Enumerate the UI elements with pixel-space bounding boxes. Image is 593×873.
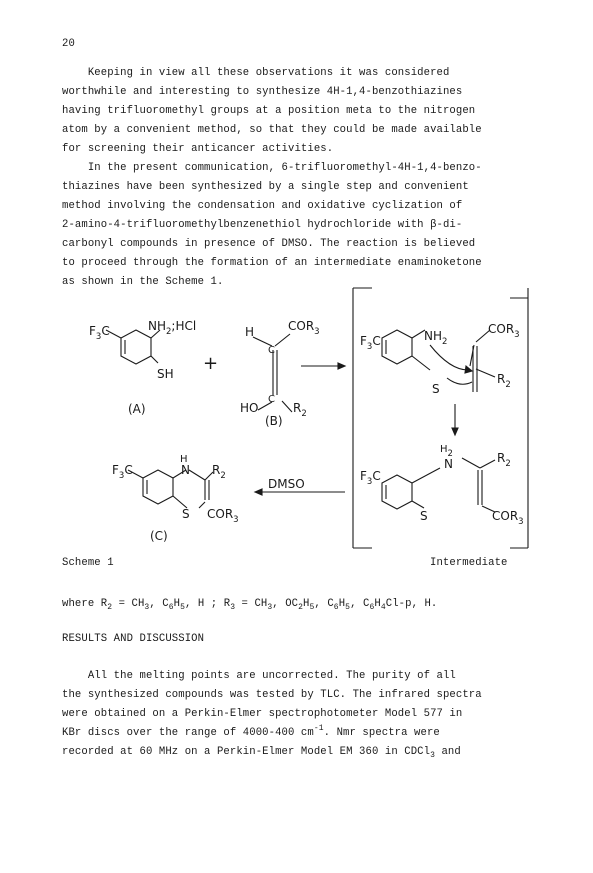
s-label-c: S bbox=[182, 507, 190, 521]
c-label-b: C bbox=[268, 345, 275, 356]
c-label-b2: C bbox=[268, 394, 275, 405]
text-line: to proceed through the formation of an intermediate enaminoketone bbox=[62, 257, 482, 269]
superscript: -1 bbox=[313, 724, 324, 733]
arrow-head bbox=[338, 363, 345, 369]
text-line: were obtained on a Perkin-Elmer spectrophotometer Model 577 in bbox=[62, 708, 463, 720]
text-segment: recorded at 60 MHz on a Perkin-Elmer Model EM 360 in CDCl bbox=[62, 746, 431, 758]
text-segment: KBr discs over the range of 4000-400 cm bbox=[62, 727, 314, 739]
cf3-label-a: $F_3C$ bbox=[89, 324, 110, 342]
substituent-definition: where $R_2 = CH_3$, $C_6H_5$, H ; $R_3 = CH_3$, $OC_2H_5$, $C_6H_5$, $C_6H_4Cl-p$, H. bbox=[62, 598, 438, 612]
text-line: having trifluoromethyl groups at a position meta to the nitrogen bbox=[62, 105, 476, 117]
text-line: method involving the condensation and oxidative cyclization of bbox=[62, 200, 463, 212]
r2-label-int2: $R_2$ bbox=[497, 451, 511, 469]
text-segment: and bbox=[434, 746, 461, 758]
text-line: atom by a convenient method, so that they could be made available bbox=[62, 124, 482, 136]
s-minus-label: S bbox=[420, 509, 428, 523]
sh-label: SH bbox=[157, 367, 174, 381]
intermediate-caption: Intermediate bbox=[430, 557, 508, 569]
section-heading: RESULTS AND DISCUSSION bbox=[62, 633, 205, 645]
cor3-label-c: $COR_3$ bbox=[207, 507, 239, 525]
r2-label-c: $R_2$ bbox=[212, 463, 226, 481]
r2-label-b: $R_2$ bbox=[293, 401, 307, 419]
cf3-label-int1: $F_3C$ bbox=[360, 334, 381, 352]
dmso-label: DMSO bbox=[268, 477, 305, 491]
text-line: the synthesized compounds was tested by TLC. The infrared spectra bbox=[62, 689, 482, 701]
ho-label: HO bbox=[240, 401, 259, 415]
h-label-b: H bbox=[245, 325, 255, 339]
h-label-c: H bbox=[180, 454, 188, 465]
intermediate-lower-structure bbox=[382, 458, 495, 512]
cor3-label-int1: $COR_3$ bbox=[488, 322, 520, 340]
compound-b-label: (B) bbox=[265, 414, 283, 428]
text-line: as shown in the Scheme 1. bbox=[62, 276, 224, 288]
compound-c-structure bbox=[128, 470, 213, 508]
n-plus-label: N bbox=[444, 457, 453, 471]
r2-label-int1: $R_2$ bbox=[497, 372, 511, 390]
plus-sign: + bbox=[203, 353, 219, 374]
where-prefix: where R bbox=[62, 598, 108, 610]
h2-label-int: $H_2$ bbox=[440, 444, 453, 459]
text-line: thiazines have been synthesized by a single step and convenient bbox=[62, 181, 469, 193]
cor3-label-b: $COR_3$ bbox=[288, 319, 320, 337]
nh2-label-int: $NH_2$ bbox=[424, 329, 448, 347]
page-number: 20 bbox=[62, 38, 75, 50]
text-line: All the melting points are uncorrected. The purity of all bbox=[62, 670, 456, 682]
cf3-label-int2: $F_3C$ bbox=[360, 469, 381, 487]
scheme-caption: Scheme 1 bbox=[62, 557, 114, 569]
compound-a-structure bbox=[106, 330, 160, 364]
text-line: carbonyl compounds in presence of DMSO. The reaction is believed bbox=[62, 238, 476, 250]
subscript: 3 bbox=[430, 751, 435, 760]
compound-c-label: (C) bbox=[150, 529, 168, 543]
r2-values: $CH_3$, $C_6H_5$, H bbox=[131, 598, 205, 612]
text-line: Keeping in view all these observations it was considered bbox=[62, 67, 450, 79]
n-label-c: N bbox=[181, 463, 190, 477]
text-line: worthwhile and interesting to synthesize 4H-1,4-benzothiazines bbox=[62, 86, 463, 98]
r3-values: $CH_3$, $OC_2H_5$, $C_6H_5$, $C_6H_4Cl-p$, H. bbox=[254, 598, 438, 612]
nh2hcl-label: $NH_2;HCl$ bbox=[148, 319, 197, 337]
text-line bbox=[62, 724, 440, 739]
text-line bbox=[62, 746, 461, 758]
cf3-label-c: $F_3C$ bbox=[112, 463, 133, 481]
text-line: In the present communication, 6-trifluoromethyl-4H-1,4-benzo- bbox=[62, 162, 482, 174]
text-line: for screening their anticancer activities. bbox=[62, 143, 334, 155]
cor3-label-int2: $COR_3$ bbox=[492, 509, 524, 527]
text-segment: . Nmr spectra were bbox=[323, 727, 440, 739]
text-line: 2-amino-4-trifluoromethylbenzenethiol hydrochloride with β-di- bbox=[62, 219, 463, 231]
s-anion-label: S bbox=[432, 382, 440, 396]
compound-a-label: (A) bbox=[128, 402, 146, 416]
